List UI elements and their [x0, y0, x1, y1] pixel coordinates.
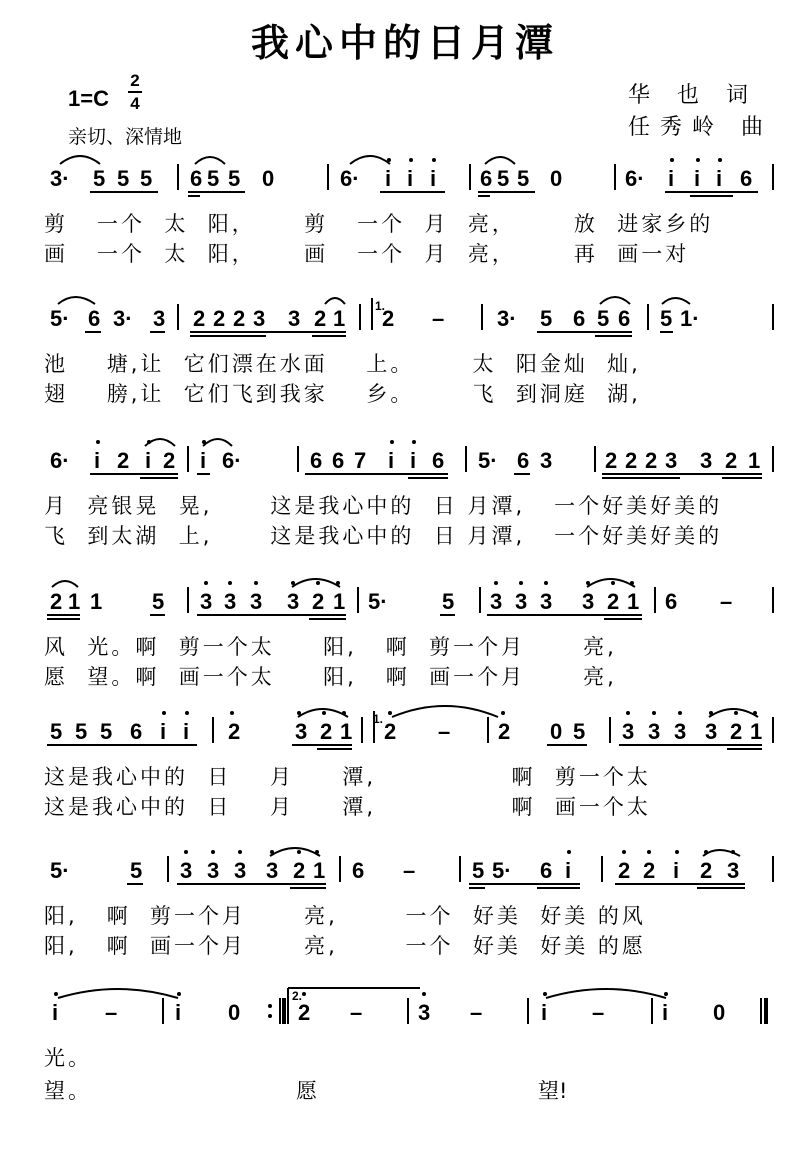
svg-text:1: 1 — [333, 589, 346, 614]
lyrics-verse-2: 这是我心中的 日 月 潭, 啊 画一个太 — [44, 795, 651, 819]
svg-text:3: 3 — [253, 306, 266, 331]
svg-text:6: 6 — [618, 306, 631, 331]
svg-text:5: 5 — [207, 166, 220, 191]
lyrics-verse-1: 风 光。啊 剪一个太 阳, 啊 剪一个月 亮, — [44, 635, 617, 659]
lyrics-verse-1: 月 亮银晃 晃, 这是我心中的 日 月潭, 一个好美好美的 — [44, 494, 723, 518]
svg-text:0: 0 — [550, 719, 563, 744]
svg-text:5·: 5· — [368, 589, 388, 614]
lyrics-verse-2-end: 望! — [538, 1079, 568, 1103]
svg-text:i: i — [673, 858, 680, 883]
svg-text:0: 0 — [713, 1000, 726, 1025]
svg-text:3: 3 — [648, 719, 661, 744]
svg-text:3: 3 — [582, 589, 595, 614]
svg-text:5: 5 — [660, 306, 673, 331]
svg-text:i: i — [388, 448, 395, 473]
svg-text:i: i — [662, 1000, 669, 1025]
svg-text:3: 3 — [700, 448, 713, 473]
score-row-3 — [0, 432, 810, 548]
svg-text:i: i — [183, 719, 190, 744]
svg-text:–: – — [350, 1000, 363, 1025]
svg-text:5·: 5· — [50, 306, 70, 331]
song-title: 我心中的日月潭 — [250, 20, 559, 65]
svg-text:2: 2 — [725, 448, 738, 473]
lyrics-verse-2: 愿 望。啊 画一个太 阳, 啊 画一个月 亮, — [44, 665, 617, 689]
svg-text:5: 5 — [472, 858, 485, 883]
svg-text:5: 5 — [540, 306, 553, 331]
svg-text:3: 3 — [180, 858, 193, 883]
svg-text:–: – — [592, 1000, 605, 1025]
svg-text:2: 2 — [193, 306, 206, 331]
svg-text:5·: 5· — [492, 858, 512, 883]
svg-text:2.: 2. — [292, 989, 303, 1003]
svg-text:2: 2 — [382, 306, 395, 331]
composer-credit: 任秀岭 曲 — [628, 115, 773, 140]
lyrics-verse-2: 画 一个 太 阳， 画 一个 月 亮， 再 画一对 — [44, 242, 690, 266]
svg-text:5: 5 — [130, 858, 143, 883]
lyrics-verse-2: 飞 到太湖 上, 这是我心中的 日 月潭, 一个好美好美的 — [44, 524, 723, 548]
svg-text:5: 5 — [140, 166, 153, 191]
svg-text:6: 6 — [130, 719, 143, 744]
svg-text:2: 2 — [298, 1000, 311, 1025]
lyrics-verse-2: 翅 膀,让 它们飞到我家 乡。 飞 到洞庭 湖, — [44, 382, 641, 406]
time-signature-top: 2 — [130, 71, 140, 90]
lyrics-verse-2: 阳, 啊 画一个月 亮, 一个 好美 好美 的愿 — [44, 934, 646, 958]
svg-text:3: 3 — [153, 306, 166, 331]
svg-text:2: 2 — [625, 448, 638, 473]
svg-text:6·: 6· — [222, 448, 242, 473]
score-row-2 — [0, 290, 810, 406]
svg-text:–: – — [105, 1000, 118, 1025]
svg-text:5·: 5· — [50, 858, 70, 883]
svg-text:1: 1 — [333, 306, 346, 331]
svg-text:2: 2 — [293, 858, 306, 883]
svg-text:6: 6 — [332, 448, 345, 473]
svg-text:–: – — [720, 589, 733, 614]
svg-text:2: 2 — [50, 589, 63, 614]
svg-text:5: 5 — [228, 166, 241, 191]
svg-text:6: 6 — [740, 166, 753, 191]
svg-text:1·: 1· — [680, 306, 700, 331]
svg-text:6: 6 — [665, 589, 678, 614]
svg-text:2: 2 — [730, 719, 743, 744]
svg-text:3: 3 — [622, 719, 635, 744]
svg-text:2: 2 — [618, 858, 631, 883]
svg-text:7: 7 — [354, 448, 367, 473]
svg-text:6: 6 — [480, 166, 493, 191]
svg-text:i: i — [565, 858, 572, 883]
lyrics-verse-1: 池 塘,让 它们漂在水面 上。 太 阳金灿 灿, — [44, 352, 641, 376]
svg-text:5: 5 — [93, 166, 106, 191]
svg-text:1.: 1. — [375, 299, 386, 313]
svg-text:i: i — [175, 1000, 182, 1025]
svg-text:5: 5 — [517, 166, 530, 191]
svg-text:2: 2 — [213, 306, 226, 331]
time-signature — [128, 72, 142, 112]
svg-text:i: i — [200, 448, 207, 473]
svg-text:–: – — [403, 858, 416, 883]
svg-text:5: 5 — [597, 306, 610, 331]
svg-text:3: 3 — [250, 589, 263, 614]
svg-text:6: 6 — [352, 858, 365, 883]
svg-text:i: i — [385, 166, 392, 191]
lyrics-verse-2: 望。 — [44, 1079, 92, 1103]
svg-text:3: 3 — [515, 589, 528, 614]
svg-text:1: 1 — [748, 448, 761, 473]
svg-text:3·: 3· — [497, 306, 517, 331]
svg-text:3: 3 — [418, 1000, 431, 1025]
svg-text:i: i — [160, 719, 167, 744]
tempo-marking: 亲切、深情地 — [68, 126, 183, 148]
svg-text:2: 2 — [605, 448, 618, 473]
svg-text:3: 3 — [727, 858, 740, 883]
svg-text:2: 2 — [117, 448, 130, 473]
svg-text:2: 2 — [233, 306, 246, 331]
lyricist-credit: 华 也 词 — [628, 83, 758, 108]
score-row-4 — [0, 573, 810, 689]
svg-text:2: 2 — [384, 719, 397, 744]
svg-text:2: 2 — [498, 719, 511, 744]
lyrics-verse-1: 光。 — [44, 1046, 92, 1070]
notation-row-7 — [0, 980, 810, 1040]
svg-text:–: – — [438, 719, 451, 744]
svg-text:i: i — [410, 448, 417, 473]
svg-text:i: i — [145, 448, 152, 473]
score-row-5 — [0, 703, 810, 819]
svg-text:6: 6 — [190, 166, 203, 191]
svg-text:1: 1 — [340, 719, 353, 744]
svg-text:2: 2 — [228, 719, 241, 744]
svg-text:i: i — [407, 166, 414, 191]
svg-text:2: 2 — [607, 589, 620, 614]
lyrics-verse-1: 阳, 啊 剪一个月 亮, 一个 好美 好美 的风 — [44, 904, 646, 928]
svg-text:i: i — [94, 448, 101, 473]
svg-text:6·: 6· — [340, 166, 360, 191]
svg-text:i: i — [668, 166, 675, 191]
svg-text:3: 3 — [200, 589, 213, 614]
key-signature: 1=C — [68, 86, 109, 111]
svg-text:1.: 1. — [373, 712, 384, 726]
svg-text:3: 3 — [288, 306, 301, 331]
svg-text:2: 2 — [320, 719, 333, 744]
svg-text:3: 3 — [234, 858, 247, 883]
svg-text:3: 3 — [224, 589, 237, 614]
svg-text:5: 5 — [573, 719, 586, 744]
svg-text:i: i — [541, 1000, 548, 1025]
svg-text:–: – — [432, 306, 445, 331]
score-row-7 — [0, 980, 810, 1103]
svg-text:6: 6 — [573, 306, 586, 331]
svg-text:5·: 5· — [478, 448, 498, 473]
svg-text:6: 6 — [517, 448, 530, 473]
svg-text:3: 3 — [287, 589, 300, 614]
svg-text:i: i — [716, 166, 723, 191]
svg-text:3: 3 — [490, 589, 503, 614]
svg-text:2: 2 — [314, 306, 327, 331]
lyrics-verse-1: 剪 一个 太 阳， 剪 一个 月 亮， 放 进家乡的 — [44, 212, 714, 236]
svg-text:1: 1 — [627, 589, 640, 614]
svg-text:3: 3 — [295, 719, 308, 744]
svg-text:2: 2 — [312, 589, 325, 614]
svg-text:3: 3 — [540, 589, 553, 614]
svg-text:0: 0 — [228, 1000, 241, 1025]
svg-text:3·: 3· — [113, 306, 133, 331]
svg-text:i: i — [694, 166, 701, 191]
time-signature-bottom: 4 — [130, 94, 140, 113]
svg-text:5: 5 — [50, 719, 63, 744]
svg-text:3: 3 — [674, 719, 687, 744]
svg-text:6·: 6· — [625, 166, 645, 191]
svg-text:5: 5 — [100, 719, 113, 744]
score-row-6 — [0, 842, 810, 958]
svg-text:3: 3 — [207, 858, 220, 883]
svg-text:2: 2 — [700, 858, 713, 883]
svg-text:6: 6 — [540, 858, 553, 883]
svg-text:1: 1 — [750, 719, 763, 744]
svg-text:5: 5 — [442, 589, 455, 614]
lyrics-verse-2-mid: 愿 — [296, 1079, 317, 1103]
svg-text:2: 2 — [645, 448, 658, 473]
svg-text:5: 5 — [497, 166, 510, 191]
svg-text:3: 3 — [266, 858, 279, 883]
svg-text:–: – — [470, 1000, 483, 1025]
svg-text:3: 3 — [665, 448, 678, 473]
svg-text:1: 1 — [313, 858, 326, 883]
svg-text:2: 2 — [643, 858, 656, 883]
svg-text:1: 1 — [90, 589, 103, 614]
svg-text:6: 6 — [310, 448, 323, 473]
score-row-1 — [0, 150, 810, 266]
svg-text:0: 0 — [262, 166, 275, 191]
svg-text:2: 2 — [163, 448, 176, 473]
svg-text:1: 1 — [68, 589, 81, 614]
svg-text:3: 3 — [705, 719, 718, 744]
svg-text:6: 6 — [88, 306, 101, 331]
svg-text:0: 0 — [550, 166, 563, 191]
svg-text:6·: 6· — [50, 448, 70, 473]
svg-text:5: 5 — [117, 166, 130, 191]
svg-text:6: 6 — [432, 448, 445, 473]
svg-text:i: i — [52, 1000, 59, 1025]
svg-text:i: i — [430, 166, 437, 191]
svg-text:3·: 3· — [50, 166, 70, 191]
svg-text:3: 3 — [540, 448, 553, 473]
svg-text:5: 5 — [75, 719, 88, 744]
svg-text:5: 5 — [152, 589, 165, 614]
lyrics-verse-1: 这是我心中的 日 月 潭, 啊 剪一个太 — [44, 765, 651, 789]
